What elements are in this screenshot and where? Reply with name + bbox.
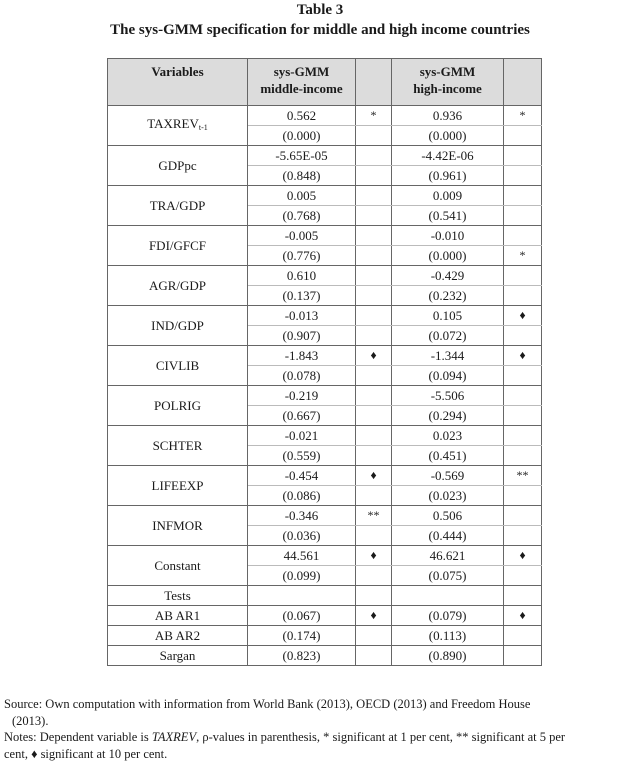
test-row xyxy=(108,606,542,626)
high-pvalue: (0.294) xyxy=(392,406,504,426)
variable-name xyxy=(108,546,248,586)
tests-row xyxy=(108,586,542,606)
middle-pvalue-significance xyxy=(356,406,392,426)
middle-significance xyxy=(356,306,392,326)
middle-pvalue-significance xyxy=(356,446,392,466)
middle-pvalue: (0.907) xyxy=(248,326,356,346)
variable-label: GDPpc xyxy=(158,158,197,173)
coef-row xyxy=(108,106,542,126)
coef-row xyxy=(108,426,542,446)
high-coefficient: 0.506 xyxy=(392,506,504,526)
coef-row xyxy=(108,306,542,326)
high-pvalue-significance xyxy=(504,366,542,386)
middle-significance: * xyxy=(356,106,392,126)
high-coefficient: -1.344 xyxy=(392,346,504,366)
high-pvalue-significance xyxy=(504,286,542,306)
variable-name xyxy=(108,386,248,426)
middle-test-significance xyxy=(356,646,392,666)
source-text-cont: (2013). xyxy=(12,713,49,728)
test-name: AB AR1 xyxy=(108,606,248,626)
variable-name xyxy=(108,146,248,186)
notes-dependent-variable: TAXREV xyxy=(151,730,197,744)
variable-name xyxy=(108,226,248,266)
variable-label: IND/GDP xyxy=(151,318,204,333)
tests-label: Tests xyxy=(108,586,248,606)
notes-prefix: Notes: Dependent variable is xyxy=(4,730,152,744)
high-pvalue: (0.541) xyxy=(392,206,504,226)
high-significance xyxy=(504,426,542,446)
header-high-l2: high-income xyxy=(413,81,482,96)
middle-test-significance xyxy=(356,626,392,646)
empty-cell xyxy=(392,586,504,606)
middle-pvalue: (0.559) xyxy=(248,446,356,466)
notes-cont: cent, ♦ significant at 10 per cent. xyxy=(4,746,168,761)
high-coefficient: -0.429 xyxy=(392,266,504,286)
middle-significance: ♦ xyxy=(356,346,392,366)
high-pvalue-significance: * xyxy=(504,246,542,266)
header-middle-l1: sys-GMM xyxy=(273,64,330,79)
header-middle-income xyxy=(248,59,356,106)
high-test-pvalue: (0.079) xyxy=(392,606,504,626)
header-variables: Variables xyxy=(108,59,248,106)
source-text: Source: Own computation with information from World Bank (2013), OECD (2013) and Freedom House xyxy=(4,697,531,711)
high-significance xyxy=(504,186,542,206)
high-coefficient: -0.569 xyxy=(392,466,504,486)
middle-coefficient: 44.561 xyxy=(248,546,356,566)
middle-pvalue: (0.667) xyxy=(248,406,356,426)
variable-label: TAXREV xyxy=(147,116,199,131)
high-pvalue-significance xyxy=(504,326,542,346)
empty-cell xyxy=(248,586,356,606)
high-significance: * xyxy=(504,106,542,126)
middle-coefficient: -1.843 xyxy=(248,346,356,366)
high-test-pvalue: (0.113) xyxy=(392,626,504,646)
middle-pvalue-significance xyxy=(356,286,392,306)
results-table xyxy=(107,58,542,666)
middle-significance: ♦ xyxy=(356,466,392,486)
coef-row xyxy=(108,346,542,366)
high-pvalue: (0.232) xyxy=(392,286,504,306)
variable-label: Constant xyxy=(154,558,201,573)
variable-name xyxy=(108,266,248,306)
notes-rest: , ρ-values in parenthesis, * significant at 1 per cent, ** significant at 5 per xyxy=(196,730,566,744)
middle-significance xyxy=(356,386,392,406)
coef-row xyxy=(108,186,542,206)
middle-pvalue-significance xyxy=(356,206,392,226)
variable-name xyxy=(108,306,248,346)
middle-pvalue: (0.000) xyxy=(248,126,356,146)
footnotes xyxy=(4,696,636,762)
high-pvalue-significance xyxy=(504,206,542,226)
high-pvalue: (0.023) xyxy=(392,486,504,506)
middle-test-pvalue: (0.174) xyxy=(248,626,356,646)
high-pvalue: (0.451) xyxy=(392,446,504,466)
header-high-l1: sys-GMM xyxy=(419,64,476,79)
high-coefficient: -4.42E-06 xyxy=(392,146,504,166)
high-coefficient: -5.506 xyxy=(392,386,504,406)
test-row xyxy=(108,646,542,666)
variable-label: FDI/GFCF xyxy=(148,238,207,253)
high-pvalue: (0.961) xyxy=(392,166,504,186)
middle-pvalue-significance xyxy=(356,246,392,266)
middle-pvalue: (0.036) xyxy=(248,526,356,546)
variable-label: AGR/GDP xyxy=(148,278,207,293)
middle-pvalue: (0.776) xyxy=(248,246,356,266)
high-coefficient: 0.936 xyxy=(392,106,504,126)
middle-test-pvalue: (0.823) xyxy=(248,646,356,666)
high-significance xyxy=(504,386,542,406)
high-significance xyxy=(504,146,542,166)
high-pvalue-significance xyxy=(504,406,542,426)
middle-coefficient: -0.346 xyxy=(248,506,356,526)
high-coefficient: 0.023 xyxy=(392,426,504,446)
middle-coefficient: -0.005 xyxy=(248,226,356,246)
variable-label: LIFEEXP xyxy=(151,478,204,493)
high-coefficient: 0.105 xyxy=(392,306,504,326)
variable-name xyxy=(108,466,248,506)
high-coefficient: -0.010 xyxy=(392,226,504,246)
variable-label: POLRIG xyxy=(154,398,201,413)
high-coefficient: 46.621 xyxy=(392,546,504,566)
variable-label: INFMOR xyxy=(152,518,203,533)
middle-pvalue: (0.137) xyxy=(248,286,356,306)
coef-row xyxy=(108,386,542,406)
middle-pvalue-significance xyxy=(356,486,392,506)
high-pvalue-significance xyxy=(504,166,542,186)
variable-name xyxy=(108,506,248,546)
middle-coefficient: 0.610 xyxy=(248,266,356,286)
coef-row xyxy=(108,506,542,526)
header-high-income xyxy=(392,59,504,106)
variable-name xyxy=(108,346,248,386)
header-middle-l2: middle-income xyxy=(260,81,343,96)
high-significance xyxy=(504,226,542,246)
coef-row xyxy=(108,266,542,286)
high-significance xyxy=(504,506,542,526)
variable-name xyxy=(108,106,248,146)
middle-coefficient: 0.562 xyxy=(248,106,356,126)
middle-pvalue-significance xyxy=(356,566,392,586)
test-row xyxy=(108,626,542,646)
high-significance: ** xyxy=(504,466,542,486)
middle-pvalue-significance xyxy=(356,166,392,186)
test-name: AB AR2 xyxy=(108,626,248,646)
high-pvalue: (0.094) xyxy=(392,366,504,386)
high-pvalue: (0.072) xyxy=(392,326,504,346)
high-test-significance xyxy=(504,626,542,646)
middle-pvalue-significance xyxy=(356,126,392,146)
middle-significance xyxy=(356,426,392,446)
middle-pvalue: (0.086) xyxy=(248,486,356,506)
high-significance: ♦ xyxy=(504,346,542,366)
middle-pvalue-significance xyxy=(356,526,392,546)
middle-significance: ♦ xyxy=(356,546,392,566)
header-row xyxy=(108,59,542,106)
middle-coefficient: -0.454 xyxy=(248,466,356,486)
middle-coefficient: -0.219 xyxy=(248,386,356,406)
table-title: Table 3 xyxy=(296,2,344,18)
middle-significance xyxy=(356,266,392,286)
high-coefficient: 0.009 xyxy=(392,186,504,206)
high-test-significance xyxy=(504,646,542,666)
notes xyxy=(4,729,636,762)
coef-row xyxy=(108,146,542,166)
variable-label: SCHTER xyxy=(152,438,203,453)
variable-label: TRA/GDP xyxy=(149,198,206,213)
middle-coefficient: -0.021 xyxy=(248,426,356,446)
middle-test-pvalue: (0.067) xyxy=(248,606,356,626)
empty-cell xyxy=(504,586,542,606)
middle-pvalue: (0.768) xyxy=(248,206,356,226)
high-pvalue-significance xyxy=(504,446,542,466)
high-significance: ♦ xyxy=(504,546,542,566)
high-test-significance: ♦ xyxy=(504,606,542,626)
variable-subscript: t-1 xyxy=(198,123,208,132)
middle-pvalue-significance xyxy=(356,366,392,386)
high-test-pvalue: (0.890) xyxy=(392,646,504,666)
variable-name xyxy=(108,186,248,226)
high-pvalue: (0.000) xyxy=(392,126,504,146)
high-pvalue-significance xyxy=(504,526,542,546)
header-high-sig xyxy=(504,59,542,106)
high-pvalue: (0.075) xyxy=(392,566,504,586)
high-pvalue-significance xyxy=(504,126,542,146)
high-pvalue-significance xyxy=(504,486,542,506)
variable-label: CIVLIB xyxy=(155,358,200,373)
high-significance xyxy=(504,266,542,286)
variable-name xyxy=(108,426,248,466)
coef-row xyxy=(108,466,542,486)
middle-coefficient: -5.65E-05 xyxy=(248,146,356,166)
coef-row xyxy=(108,546,542,566)
middle-pvalue: (0.848) xyxy=(248,166,356,186)
high-pvalue: (0.444) xyxy=(392,526,504,546)
header-middle-sig xyxy=(356,59,392,106)
middle-coefficient: 0.005 xyxy=(248,186,356,206)
middle-test-significance: ♦ xyxy=(356,606,392,626)
middle-pvalue: (0.078) xyxy=(248,366,356,386)
middle-significance xyxy=(356,226,392,246)
middle-significance: ** xyxy=(356,506,392,526)
middle-pvalue: (0.099) xyxy=(248,566,356,586)
title-block xyxy=(0,1,640,41)
source-note xyxy=(4,696,636,729)
high-significance: ♦ xyxy=(504,306,542,326)
middle-significance xyxy=(356,186,392,206)
high-pvalue-significance xyxy=(504,566,542,586)
empty-cell xyxy=(356,586,392,606)
table-subtitle: The sys-GMM specification for middle and high income countries xyxy=(110,22,530,38)
middle-pvalue-significance xyxy=(356,326,392,346)
high-pvalue: (0.000) xyxy=(392,246,504,266)
table-body xyxy=(108,106,542,666)
middle-coefficient: -0.013 xyxy=(248,306,356,326)
middle-significance xyxy=(356,146,392,166)
coef-row xyxy=(108,226,542,246)
test-name: Sargan xyxy=(108,646,248,666)
